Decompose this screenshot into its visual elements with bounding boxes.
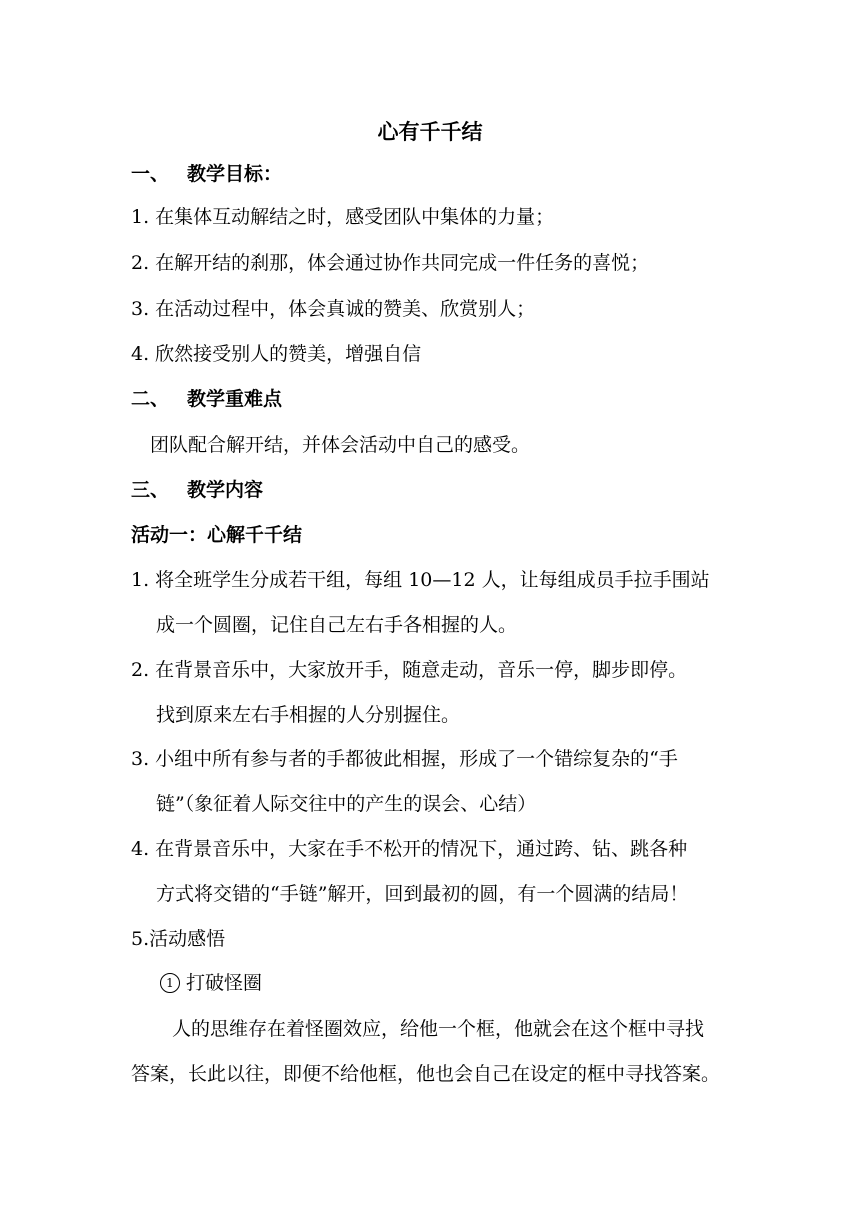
step-line: 链”（象征着人际交往中的产生的误会、心结）	[156, 793, 537, 815]
goal-item: 3. 在活动过程中，体会真诚的赞美、欣赏别人；	[131, 298, 536, 320]
step-line: 方式将交错的“手链”解开，回到最初的圆，有一个圆满的结局！	[156, 883, 689, 905]
section-2-heading	[131, 386, 282, 412]
step-line: 找到原来左右手相握的人分别握住。	[156, 704, 461, 726]
goal-item: 1. 在集体互动解结之时，感受团队中集体的力量；	[131, 206, 555, 228]
document-title: 心有千千结	[377, 120, 483, 144]
section-2-text: 团队配合解开结，并体会活动中自己的感受。	[150, 434, 531, 456]
section-2-title: 教学重难点	[187, 388, 283, 410]
section-2-number: 二、	[131, 388, 170, 410]
step-line: 4. 在背景音乐中，大家在手不松开的情况下，通过跨、钻、跳各种	[131, 838, 688, 860]
step-5: 5.活动感悟	[131, 928, 226, 950]
section-3-heading	[131, 477, 263, 503]
sub-item-1	[160, 970, 262, 996]
section-3-number: 三、	[131, 479, 170, 501]
paragraph-line: 人的思维存在着怪圈效应，给他一个框，他就会在这个框中寻找	[172, 1018, 705, 1040]
section-1-heading	[131, 161, 282, 187]
step-line: 3. 小组中所有参与者的手都彼此相握，形成了一个错综复杂的“手	[131, 748, 678, 770]
section-3-title: 教学内容	[187, 479, 264, 501]
sub-item-label: 打破怪圈	[186, 972, 263, 994]
step-line: 1. 将全班学生分成若干组，每组 10—12 人，让每组成员手拉手围站	[131, 569, 710, 591]
paragraph-line: 答案，长此以往，即便不给他框，他也会自己在设定的框中寻找答案。	[131, 1063, 721, 1085]
goal-item: 4. 欣然接受别人的赞美，增强自信	[131, 343, 422, 365]
circled-number-icon: 1	[160, 973, 180, 993]
activity-title: 活动一：心解千千结	[131, 524, 303, 546]
step-line: 成一个圆圈，记住自己左右手各相握的人。	[156, 614, 518, 636]
step-line: 2. 在背景音乐中，大家放开手，随意走动，音乐一停，脚步即停。	[131, 659, 688, 681]
goal-item: 2. 在解开结的刹那，体会通过协作共同完成一件任务的喜悦；	[131, 252, 650, 274]
section-1-number: 一、	[131, 163, 170, 185]
section-1-title: 教学目标：	[187, 163, 283, 185]
